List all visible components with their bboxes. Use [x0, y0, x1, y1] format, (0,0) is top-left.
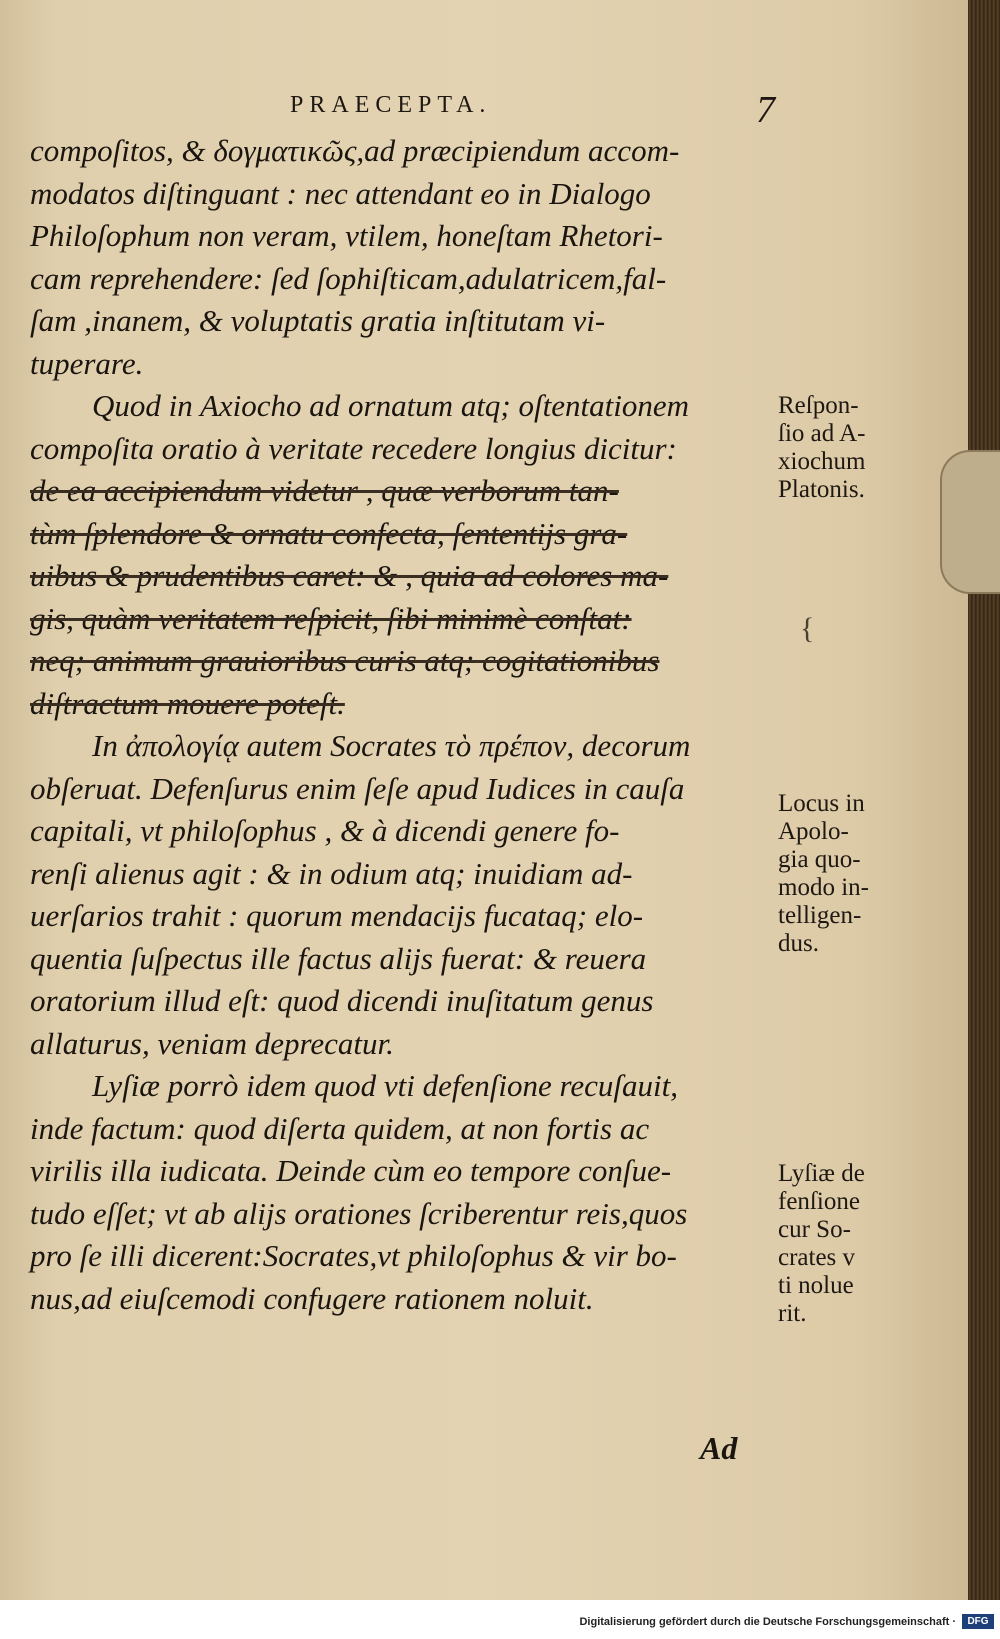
margin-note-line: fenſione — [778, 1188, 860, 1215]
pencil-mark-icon: { — [800, 612, 815, 645]
text-line: uibus & prudentibus caret: & , quia ad colores ma- — [30, 558, 669, 593]
text-line: gis, quàm veritatem reſpicit, ſibi minimè conſtat: — [30, 600, 632, 636]
text-line: ſam ,inanem, & voluptatis gratia inſtitutam vi- — [30, 303, 606, 338]
text-line: compoſitos, & δογματικῶς,ad præcipiendum accom- — [30, 133, 680, 168]
margin-note-line: Platonis. — [778, 476, 865, 503]
margin-note-line: crates v — [778, 1244, 856, 1271]
paragraph-3 — [30, 725, 770, 1065]
text-line: quentia ſuſpectus ille factus alijs fuerat: & reuera — [30, 940, 647, 976]
text-line: allaturus, veniam deprecatur. — [30, 1025, 394, 1061]
text-line: compoſita oratio à veritate recedere longius dicitur: — [30, 430, 677, 466]
digitization-credit: Digitalisierung gefördert durch die Deutsche Forschungsgemeinschaft · — [579, 1616, 956, 1628]
margin-note-line: ſio ad A- — [778, 420, 866, 447]
text-line: cam reprehendere: ſed ſophiſticam,adulatricem,fal- — [30, 260, 667, 296]
text-line: tudo eſſet; vt ab alijs orationes ſcriberentur reis,quos — [30, 1195, 688, 1231]
text-line: Lyſiæ porrò idem quod vti defenſione recuſauit, — [92, 1068, 678, 1103]
text-line: neq; animum grauioribus curis atq; cogitationibus — [30, 643, 660, 678]
text-line: de ea accipiendum videtur , quæ verborum tan- — [30, 473, 619, 508]
text-line: tùm ſplendore & ornatu confecta, ſententijs gra- — [30, 515, 628, 551]
paragraph-2 — [30, 385, 770, 725]
text-line: nus,ad eiuſcemodi confugere rationem noluit. — [30, 1280, 594, 1316]
text-line: uerſarios trahit : quorum mendacijs fucataq; elo- — [30, 898, 644, 933]
text-line: virilis illa iudicata. Deinde cùm eo tempore conſue- — [30, 1153, 672, 1188]
page-edges — [968, 0, 1000, 1600]
margin-note-line: Reſpon- — [778, 392, 859, 419]
paragraph-4 — [30, 1065, 770, 1320]
margin-note-line: modo in- — [778, 874, 869, 901]
margin-note-line: telligen- — [778, 902, 862, 929]
margin-note-line: cur So- — [778, 1216, 851, 1243]
margin-note-line: Locus in — [778, 790, 865, 817]
paragraph-1 — [30, 130, 770, 385]
margin-note-line: Apolo- — [778, 818, 849, 845]
text-line: pro ſe illi dicerent:Socrates,vt philoſophus & vir bo- — [30, 1238, 677, 1273]
text-line: capitali, vt philoſophus , & à dicendi genere fo- — [30, 813, 620, 848]
margin-note-line: Lyſiæ de — [778, 1160, 865, 1187]
dfg-logo-icon: DFG — [962, 1614, 994, 1629]
text-line: modatos diſtinguant : nec attendant eo in Dialogo — [30, 175, 651, 211]
catchword: Ad — [700, 1430, 738, 1466]
text-line: diſtractum mouere poteſt. — [30, 685, 345, 721]
margin-note-line: ti nolue — [778, 1272, 854, 1299]
margin-note-axiochus — [778, 392, 928, 504]
margin-note-lysias — [778, 1160, 928, 1328]
running-head: PRAECEPTA. — [290, 92, 492, 118]
page-tab-marker — [940, 450, 1000, 594]
margin-note-line: xiochum — [778, 448, 866, 475]
margin-note-line: rit. — [778, 1300, 807, 1327]
margin-note-line: gia quo- — [778, 846, 861, 873]
text-line: tuperare. — [30, 345, 144, 381]
margin-note-line: dus. — [778, 930, 819, 957]
text-line: oratorium illud eſt: quod dicendi inuſitatum genus — [30, 983, 654, 1018]
margin-note-apologia — [778, 790, 928, 958]
text-line: renſi alienus agit : & in odium atq; inuidiam ad- — [30, 855, 633, 891]
text-line: In ἀπολογίᾳ autem Socrates τὸ πρέπον, decorum — [92, 728, 691, 763]
page-number: 7 — [756, 89, 775, 131]
text-line: Philoſophum non veram, vtilem, honeſtam Rhetori- — [30, 218, 663, 253]
text-line: obſeruat. Defenſurus enim ſeſe apud Iudices in cauſa — [30, 770, 685, 806]
text-line: Quod in Axiocho ad ornatum atq; oſtentationem — [92, 388, 689, 423]
text-line: inde factum: quod diſerta quidem, at non fortis ac — [30, 1110, 650, 1146]
body-text — [30, 130, 770, 1320]
